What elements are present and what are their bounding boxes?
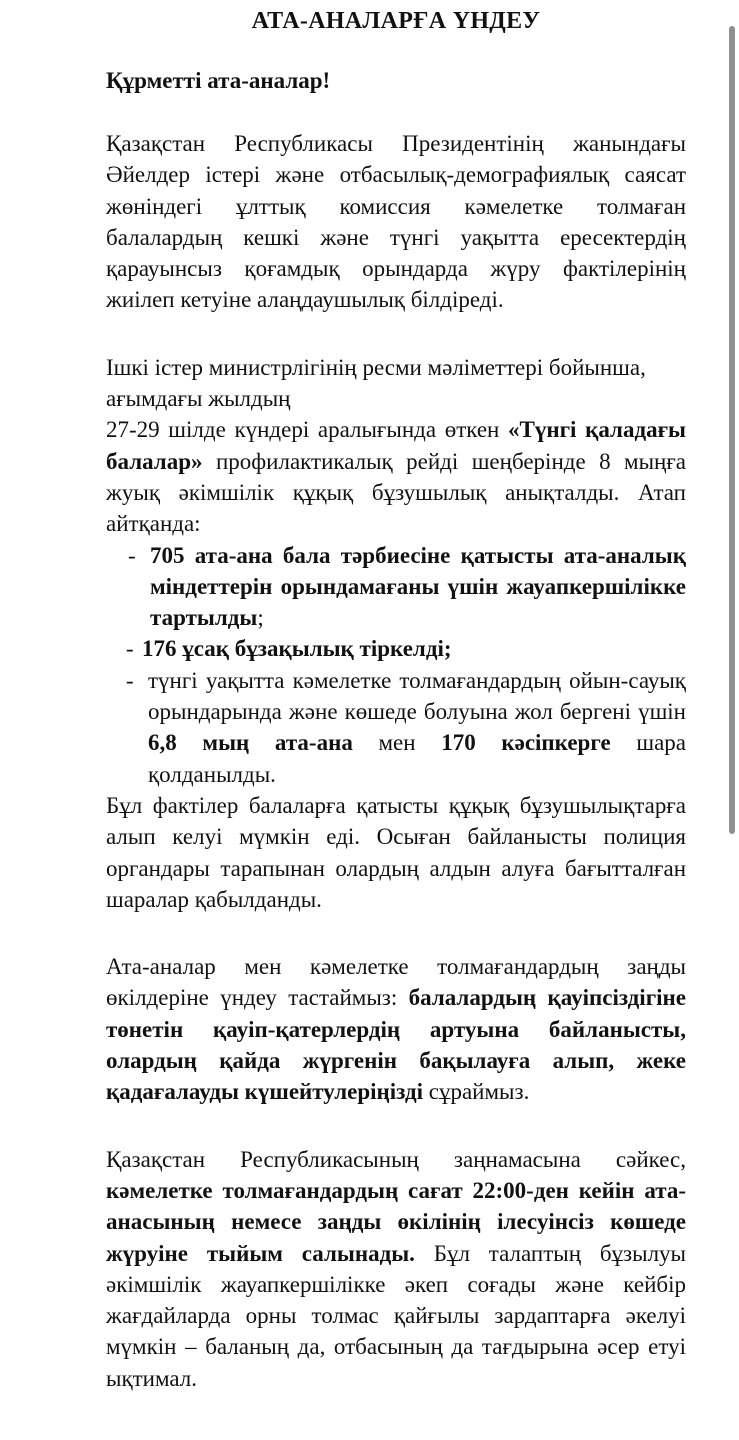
paragraph-raid bbox=[106, 414, 686, 539]
law-text-bold: кәмелетке толмағандардың сағат 22:00-ден кейін ата-анасының немесе заңды өкілінің ілесуінсіз көшеде жүруіне тыйым салынады. bbox=[106, 1177, 686, 1266]
law-text-post: Бұл талаптың бұзылуы әкімшілік жауапкершілікке әкеп соғады және кейбір жағдайларда орны толмас қайғылы зардаптарға әкелуі мүмкін – баланың да, отбасының да тағдырына әсер етуі ықтимал. bbox=[106, 1240, 686, 1391]
paragraph-intro: Қазақстан Республикасы Президентінің жанындағы Әйелдер істері және отбасылық-демографиялық саясат жөніндегі ұлттық комиссия кәмелетке толмаған балалардың кешкі және түнгі уақытта ересектердің қарауынсыз қоғамдық орындарда жүру фактілерінің жиілеп кетуіне алаңдаушылық білдіреді. bbox=[106, 131, 686, 313]
paragraph-ministry-line: Ішкі істер министрлігінің ресми мәліметтері бойынша, ағымдағы жылдың bbox=[106, 354, 646, 412]
list-dash: - bbox=[126, 636, 134, 662]
raid-text-pre: 27-29 шілде күндері аралығында өткен bbox=[106, 417, 509, 443]
list-item-3-pre: түнгі уақытта кәмелетке толмағандардың ойын-сауық орындарында және көшеде болуына жол бергені үшін bbox=[148, 667, 686, 725]
document-title: АТА-АНАЛАРҒА ҮНДЕУ bbox=[251, 8, 541, 34]
violations-list bbox=[106, 540, 686, 790]
appeal-text-post: сұраймыз. bbox=[423, 1079, 530, 1105]
list-item-1-bold: 705 ата-ана бала тәрбиесіне қатысты ата-аналық міндеттерін орындамағаны үшін жауапкершілікке тартылды bbox=[150, 542, 686, 631]
list-dash: - bbox=[128, 542, 136, 568]
raid-name: «Түнгі қаладағы балалар» bbox=[106, 417, 686, 474]
list-item-2-bold: 176 ұсақ бұзақылық тіркелді; bbox=[142, 636, 452, 662]
scrollbar-thumb[interactable] bbox=[729, 26, 735, 834]
list-item-3-post: шара қолданылды. bbox=[148, 730, 686, 787]
salutation: Құрметті ата-аналар! bbox=[106, 68, 331, 93]
list-item bbox=[106, 665, 686, 790]
paragraph-law bbox=[106, 1144, 686, 1394]
list-item-3-mid: мен bbox=[352, 730, 442, 756]
document-page bbox=[106, 0, 686, 1394]
list-item-1-post: ; bbox=[257, 605, 264, 631]
list-item-3-parents: 6,8 мың ата-ана bbox=[148, 730, 353, 756]
list-item bbox=[106, 633, 686, 664]
list-item bbox=[106, 540, 686, 634]
list-dash: - bbox=[126, 667, 134, 693]
paragraph-facts: Бұл фактілер балаларға қатысты құқық бұзушылықтарға алып келуі мүмкін еді. Осыған байланысты полиция органдары тарапынан олардың алдын алуға бағытталған шаралар қабылданды. bbox=[106, 792, 686, 912]
raid-text-post: профилактикалық рейді шеңберінде 8 мыңға жуық әкімшілік құқық бұзушылық анықталды. Атап айтқанда: bbox=[106, 448, 686, 537]
paragraph-appeal bbox=[106, 951, 686, 1107]
list-item-3-entrepreneurs: 170 кәсіпкерге bbox=[441, 730, 611, 756]
appeal-text-bold: балалардың қауіпсіздігіне төнетін қауіп-қатерлердің артуына байланысты, олардың қайда жүргенін бақылауға алып, жеке қадағалауды күшейтулеріңізді bbox=[106, 985, 686, 1105]
law-text-pre: Қазақстан Республикасының заңнамасына сәйкес, bbox=[106, 1146, 686, 1172]
appeal-text-pre: Ата-аналар мен кәмелетке толмағандардың заңды өкілдеріне үндеу тастаймыз: bbox=[106, 954, 686, 1011]
